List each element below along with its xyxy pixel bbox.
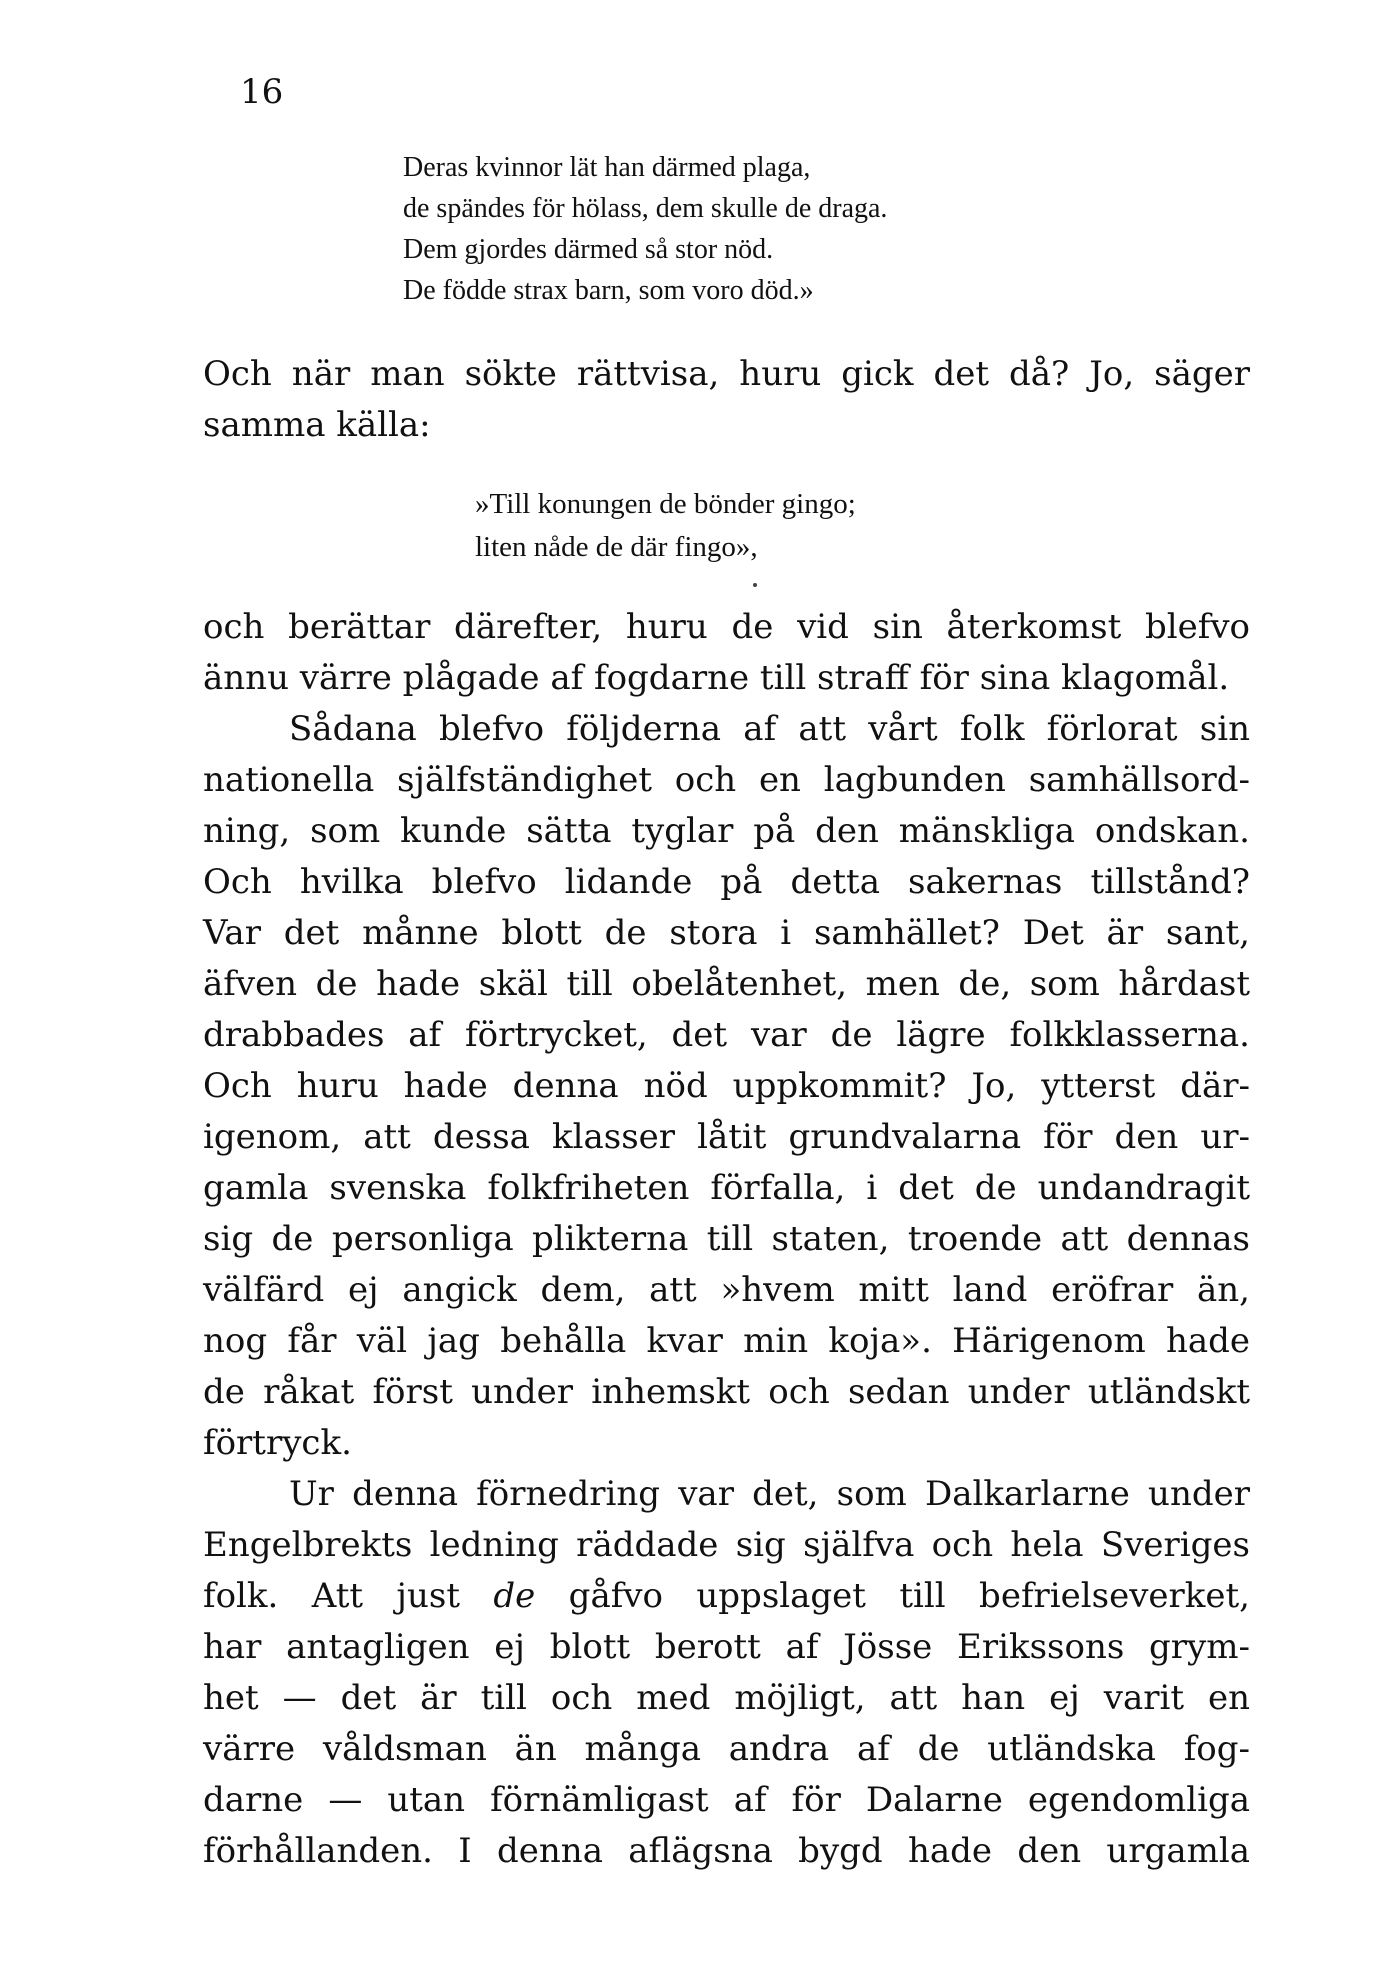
text-line: drabbades af förtrycket, det var de lägre folkklasserna. [203, 1015, 1250, 1055]
verse-quote-1 [403, 147, 887, 311]
text-line: de råkat först under inhemskt och sedan under utländskt [203, 1372, 1250, 1412]
text-line: förhållanden. I denna aflägsna bygd hade den urgamla [203, 1831, 1250, 1871]
print-speck [753, 583, 757, 587]
text-line: välfärd ej angick dem, att »hvem mitt land eröfrar än, [203, 1270, 1250, 1310]
text-line: Och när man sökte rättvisa, huru gick det då? Jo, säger [203, 354, 1250, 394]
emphasized-word: de [493, 1576, 536, 1616]
verse-line: Dem gjordes därmed så stor nöd. [403, 234, 774, 265]
text-line: och berättar därefter, huru de vid sin återkomst blefvo [203, 607, 1250, 647]
text-line: Var det månne blott de stora i samhället? Det är sant, [203, 913, 1250, 953]
text-line: darne — utan förnämligast af för Dalarne egendomliga [203, 1780, 1250, 1820]
page-number: 16 [240, 72, 284, 112]
text-run: folk. Att just [203, 1576, 494, 1616]
verse-quote-2 [475, 483, 856, 569]
text-line: nog får väl jag behålla kvar min koja». Härigenom hade [203, 1321, 1250, 1361]
text-line: nationella själfständighet och en lagbunden samhällsord- [203, 760, 1250, 800]
text-line: förtryck. [203, 1423, 352, 1463]
text-line: äfven de hade skäl till obelåtenhet, men de, som hårdast [203, 964, 1250, 1004]
text-run: gåfvo uppslaget till befrielseverket, [535, 1576, 1250, 1616]
verse-line: Deras kvinnor lät han därmed plaga, [403, 152, 811, 183]
text-line: samma källa: [203, 405, 431, 445]
text-line: har antagligen ej blott berott af Jösse Erikssons grym- [203, 1627, 1250, 1667]
text-line: Ur denna förnedring var det, som Dalkarlarne under [289, 1474, 1250, 1514]
text-line: Engelbrekts ledning räddade sig själfva och hela Sveriges [203, 1525, 1250, 1565]
text-line: igenom, att dessa klasser låtit grundvalarna för den ur- [203, 1117, 1250, 1157]
text-line-with-emphasis [203, 1571, 1250, 1622]
paragraph-body [203, 602, 1250, 1877]
text-line: ning, som kunde sätta tyglar på den mänskliga ondskan. [203, 811, 1250, 851]
text-line: het — det är till och med möjligt, att han ej varit en [203, 1678, 1250, 1718]
verse-line: de spändes för hölass, dem skulle de draga. [403, 193, 888, 224]
text-line: gamla svenska folkfriheten förfalla, i det de undandragit [203, 1168, 1250, 1208]
text-line: Sådana blefvo följderna af att vårt folk förlorat sin [289, 709, 1250, 749]
verse-line: liten nåde de där fingo», [475, 531, 758, 563]
text-line: sig de personliga plikterna till staten, troende att dennas [203, 1219, 1250, 1259]
verse-line: De födde strax barn, som voro död.» [403, 275, 814, 306]
text-line: Och huru hade denna nöd uppkommit? Jo, ytterst där- [203, 1066, 1250, 1106]
verse-line: »Till konungen de bönder gingo; [475, 488, 856, 520]
paragraph-intro [203, 349, 1250, 451]
text-line: ännu värre plågade af fogdarne till straff för sina klagomål. [203, 658, 1230, 698]
text-line: Och hvilka blefvo lidande på detta sakernas tillstånd? [203, 862, 1250, 902]
text-line: värre våldsman än många andra af de utländska fog- [203, 1729, 1250, 1769]
